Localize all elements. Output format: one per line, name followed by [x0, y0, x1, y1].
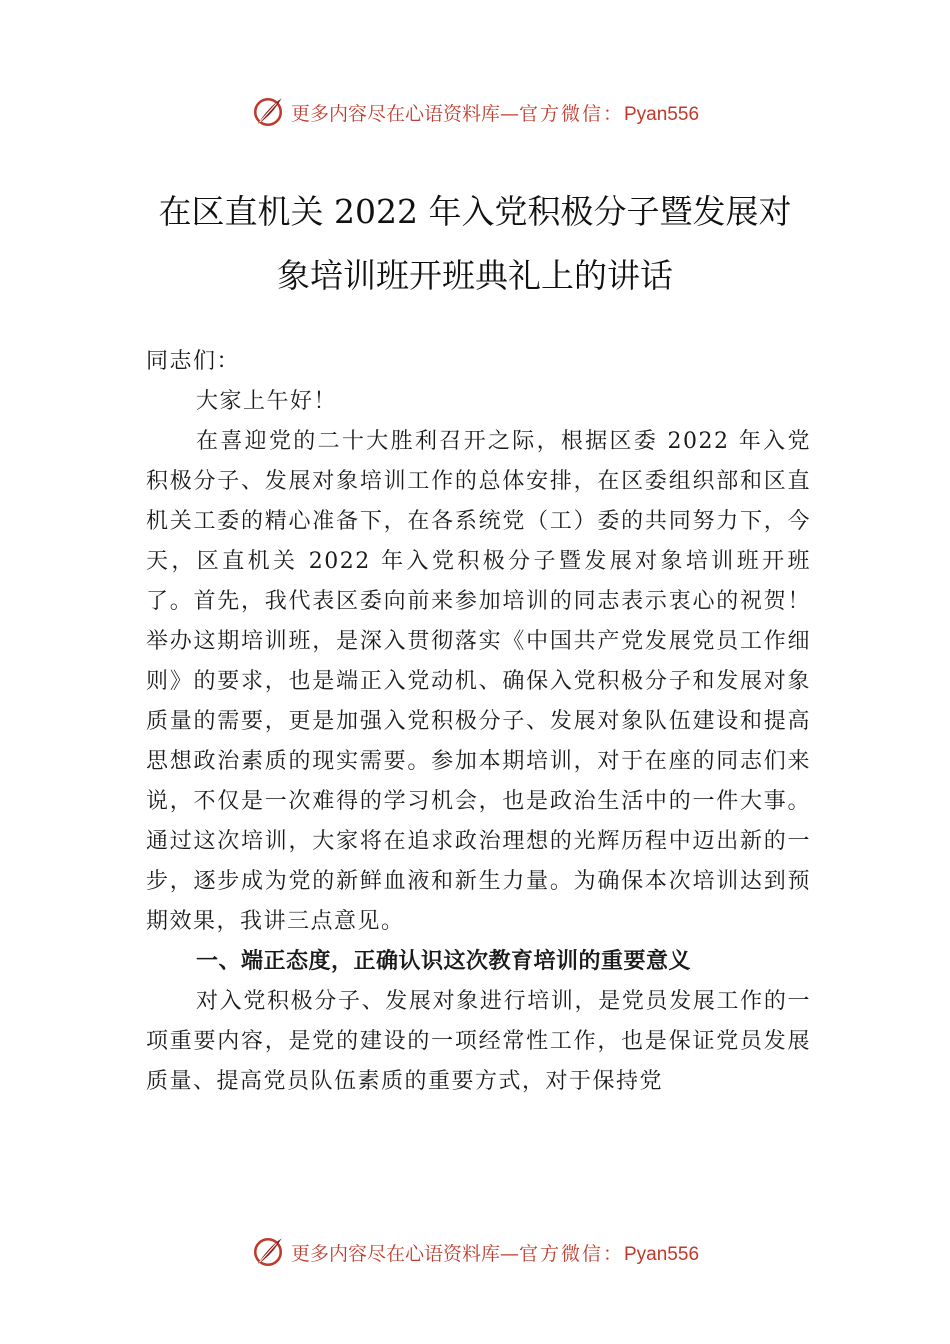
watermark-footer [0, 1232, 950, 1272]
title-line-2: 象培训班开班典礼上的讲话 [277, 256, 673, 295]
document-body [146, 342, 811, 1102]
watermark-header [0, 92, 950, 132]
feather-pen-logo-icon [251, 1235, 285, 1269]
section-heading-1: 一、端正态度，正确认识这次教育培训的重要意义 [196, 949, 692, 974]
paragraph-1: 在喜迎党的二十大胜利召开之际，根据区委 2022 年入党积极分子、发展对象培训工作的总体安排，在区委组织部和区直机关工委的精心准备下，在各系统党（工）委的共同努力下，今天，区直机关 2022 年入党积极分子暨发展对象培训班开班了。首先，我代表区委向前来参加培训的同志表示衷心的祝贺！举办这期培训班，是深入贯彻落实《中国共产党发展党员工作细则》的要求，也是端正入党动机、确保入党积极分子和发展对象质量的需要，更是加强入党积极分子、发展对象队伍建设和提高思想政治素质的现实需要。参加本期培训，对于在座的同志们来说，不仅是一次难得的学习机会，也是政治生活中的一件大事。通过这次培训，大家将在追求政治理想的光辉历程中迈出新的一步，逐步成为党的新鲜血液和新生力量。为确保本次培训达到预期效果，我讲三点意见。 [146, 429, 811, 934]
watermark-wechat-label: 官方微信： [518, 102, 624, 125]
watermark-main-text: 更多内容尽在心语资料库 [290, 102, 500, 125]
watermark-separator: — [499, 102, 519, 125]
document-title [120, 180, 830, 308]
watermark-text [291, 99, 699, 126]
title-line-1: 在区直机关 2022 年入党积极分子暨发展对 [158, 192, 792, 231]
paragraph-2: 对入党积极分子、发展对象进行培训，是党员发展工作的一项重要内容，是党的建设的一项经常性工作，也是保证党员发展质量、提高党员队伍素质的重要方式，对于保持党 [146, 989, 811, 1094]
watermark-main-text: 更多内容尽在心语资料库 [290, 1242, 500, 1265]
feather-pen-logo-icon [251, 95, 285, 129]
watermark-separator: — [499, 1242, 519, 1265]
salutation: 同志们： [146, 349, 241, 374]
watermark-text [291, 1239, 699, 1266]
watermark-wechat-label: 官方微信： [518, 1242, 624, 1265]
watermark-wechat-id: Pyan556 [624, 1243, 700, 1265]
watermark-wechat-id: Pyan556 [624, 103, 700, 125]
greeting: 大家上午好！ [196, 389, 338, 414]
